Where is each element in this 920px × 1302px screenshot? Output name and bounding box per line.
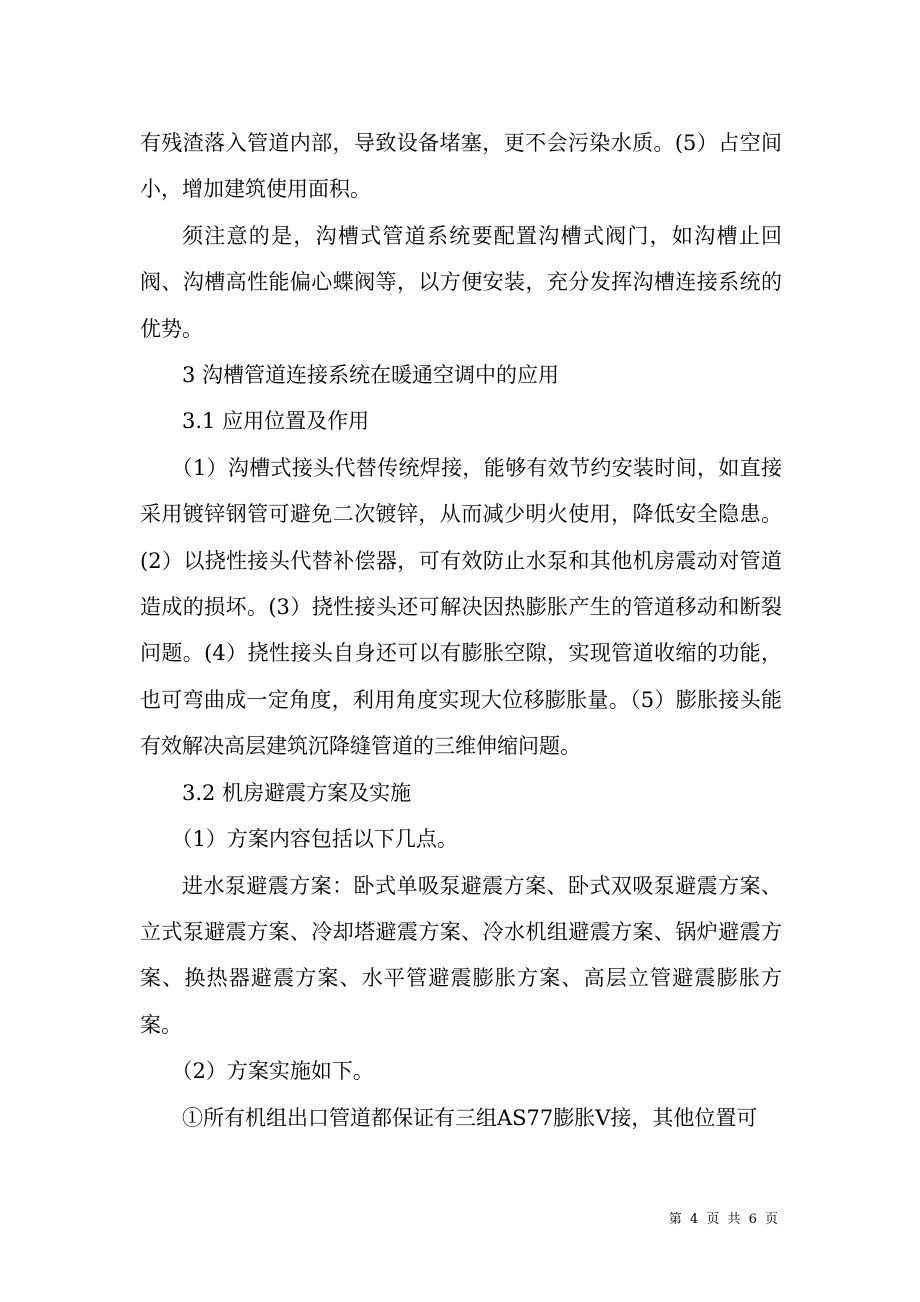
document-body <box>140 120 782 1141</box>
paragraph-plan-content: （1）方案内容包括以下几点。 <box>171 827 458 852</box>
subsection-heading-3-2: 3.2 机房避震方案及实施 <box>182 780 412 805</box>
paragraph-application-effects: （1）沟槽式接头代替传统焊接，能够有效节约安装时间，如直接采用镀锌钢管可避免二次镀锌，从而减少明火使用，降低安全隐患。(2）以挠性接头代替补偿器，可有效防止水泵和其他机房震动对管道造成的损坏。(3）挠性接头还可解决因热膨胀产生的管道移动和断裂问题。(4）挠性接头自身还可以有膨胀空隙，实现管道收缩的功能，也可弯曲成一定角度，利用角度实现大位移膨胀量。（5）膨胀接头能有效解决高层建筑沉降缝管道的三维伸缩问题。 <box>140 455 782 759</box>
section-heading-3: 3 沟槽管道连接系统在暖通空调中的应用 <box>182 363 560 388</box>
paragraph-continuation: 有残渣落入管道内部，导致设备堵塞，更不会污染水质。(5）占空间小，增加建筑使用面积。 <box>140 131 782 202</box>
page-number-footer: 第 4 页 共 6 页 <box>668 1212 780 1227</box>
subsection-heading-3-1: 3.1 应用位置及作用 <box>182 409 370 434</box>
paragraph-pump-plans: 进水泵避震方案：卧式单吸泵避震方案、卧式双吸泵避震方案、立式泵避震方案、冷却塔避震方案、冷水机组避震方案、锅炉避震方案、换热器避震方案、水平管避震膨胀方案、高层立管避震膨胀方案。 <box>140 873 782 1037</box>
paragraph-groove-valve-note: 须注意的是，沟槽式管道系统要配置沟槽式阀门，如沟槽止回阀、沟槽高性能偏心蝶阀等，以方便安装，充分发挥沟槽连接系统的优势。 <box>140 223 782 341</box>
paragraph-plan-implementation: （2）方案实施如下。 <box>171 1059 374 1084</box>
paragraph-implementation-item-1: ①所有机组出口管道都保证有三组AS77膨胀V接，其他位置可 <box>182 1105 758 1130</box>
